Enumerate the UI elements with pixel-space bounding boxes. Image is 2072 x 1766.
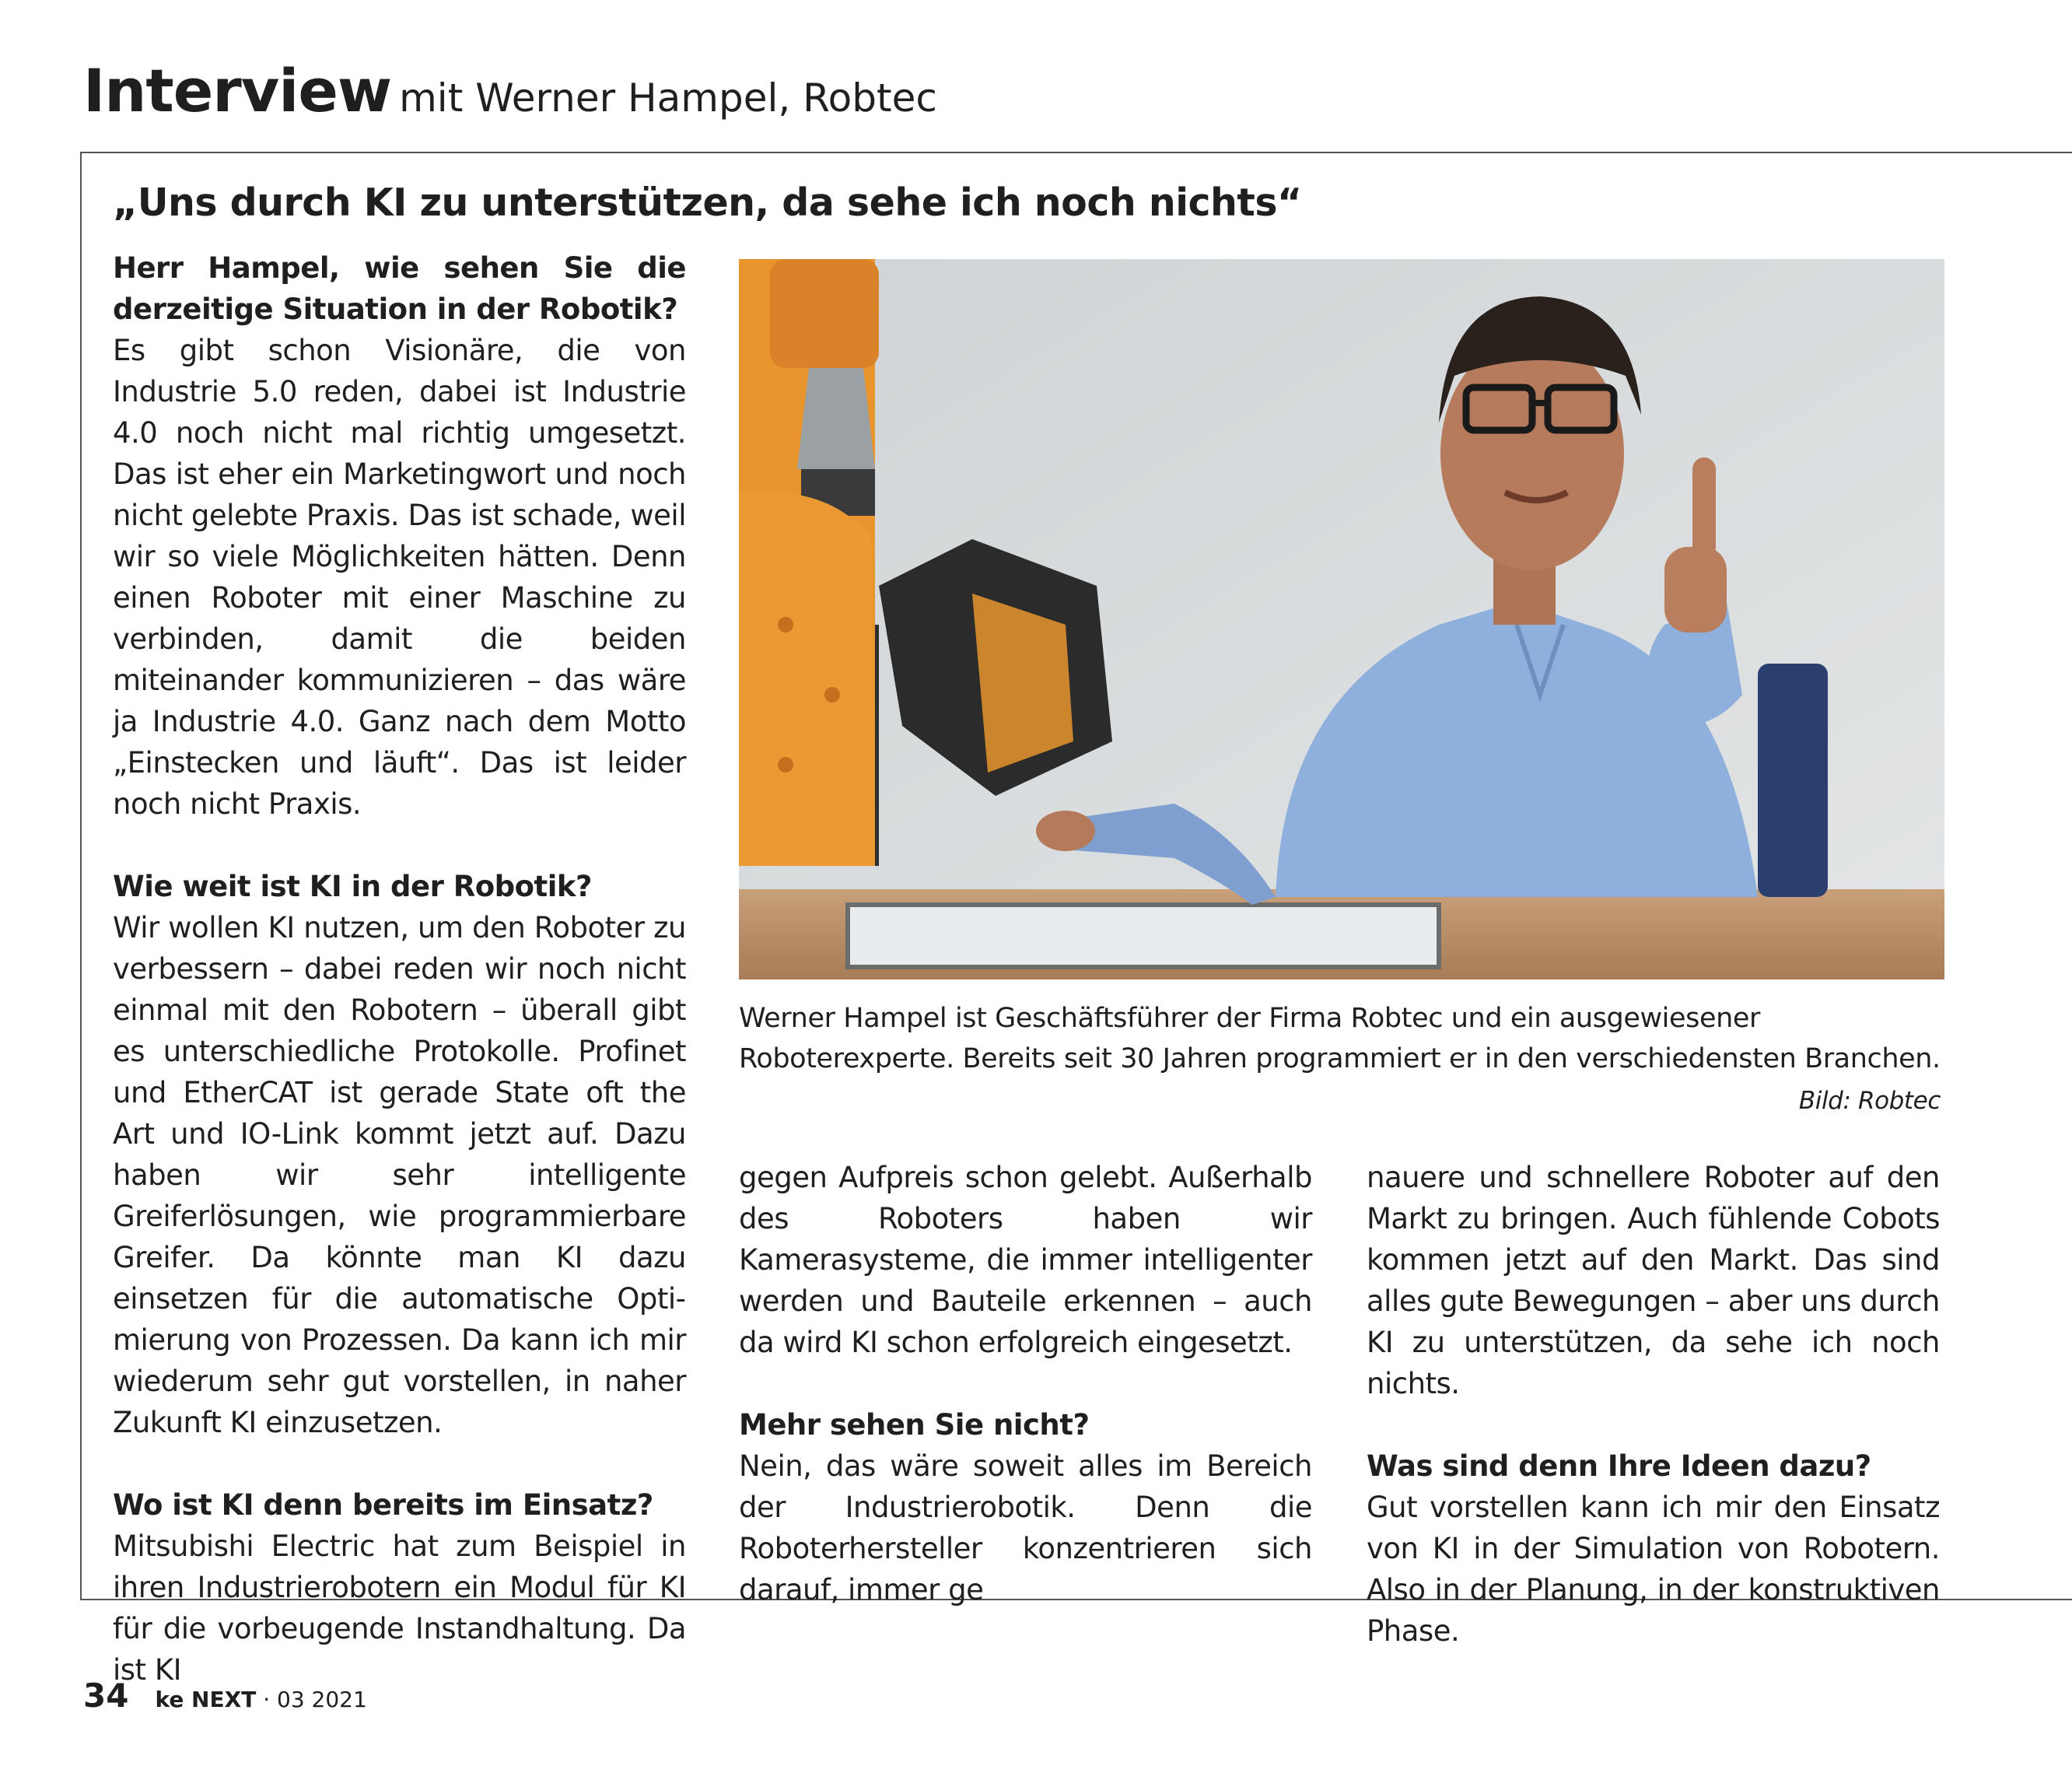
- text-column-2: [739, 1157, 1312, 1610]
- section-title: Interview: [83, 56, 392, 125]
- answer-5: Gut vorstellen kann ich mir den Einsatz von KI in der Simulation von Robotern. Also in der Planung, in der konstruktiven Phase.: [1367, 1491, 1940, 1648]
- caption-text: Werner Hampel ist Geschäftsführer der Firma Robtec und ein ausgewiesener Roboterexperte. Bereits seit 30 Jahren programmiert er in den verschiedensten Branchen.: [739, 1003, 1941, 1074]
- answer-3: Mitsubishi Electric hat zum Beispiel in ihren Industrierobotern ein Modul für KI für die vorbeugende Instandhaltung. Da ist KI: [113, 1529, 686, 1687]
- text-column-3: [1367, 1157, 1940, 1652]
- question-2: Wie weit ist KI in der Robotik?: [113, 870, 592, 903]
- interview-photo: [739, 259, 1944, 979]
- page-number: 34: [83, 1677, 129, 1715]
- question-4: Mehr sehen Sie nicht?: [739, 1408, 1090, 1442]
- text-column-1: [113, 247, 686, 1691]
- magazine-name: ke NEXT: [155, 1687, 257, 1712]
- answer-1: Es gibt schon Visionäre, die von Industrie 5.0 reden, dabei ist Industrie 4.0 noch nicht mal richtig umgesetzt. Das ist eher ein Marketingwort und noch nicht gelebte Praxis. Das ist schade, weil wir so viele Möglichkeiten hätten. Denn einen Roboter mit einer Maschine zu verbinden, damit die beiden miteinander kommunizieren – das wäre ja Industrie 4.0. Ganz nach dem Motto „Einstecken und läuft“. Das ist leider noch nicht Praxis.: [113, 334, 686, 821]
- question-5: Was sind denn Ihre Ideen dazu?: [1367, 1449, 1871, 1483]
- photo-illustration: [739, 259, 1944, 979]
- photo-credit: Bild: Robtec: [1798, 1087, 1941, 1115]
- page-footer: [83, 1677, 367, 1715]
- photo-caption: [739, 998, 1941, 1121]
- answer-4: Nein, das wäre soweit alles im Bereich der Industrierobotik. Denn die Roboterhersteller konzentrieren sich darauf, immer ge: [739, 1449, 1312, 1607]
- article-headline: „Uns durch KI zu unterstützen, da sehe ich noch nichts“: [113, 180, 1302, 225]
- question-3: Wo ist KI denn bereits im Einsatz?: [113, 1488, 653, 1522]
- answer-4-continued: nauere und schnellere Roboter auf den Markt zu bringen. Auch fühlende Cobots kommen jetzt auf den Markt. Das sind alles gute Bewegungen – aber uns durch KI zu unterstützen, da sehe ich noch nichts.: [1367, 1161, 1940, 1400]
- answer-3-continued: gegen Aufpreis schon gelebt. Außerhalb des Roboters haben wir Kamerasysteme, die immer intelligenter werden und Bauteile erkennen – auch da wird KI schon erfolgreich eingesetzt.: [739, 1161, 1312, 1359]
- page-header: [83, 56, 937, 125]
- question-1: Herr Hampel, wie sehen Sie die derzeitige Situation in der Robotik?: [113, 251, 686, 326]
- issue-date: · 03 2021: [256, 1687, 367, 1712]
- section-subtitle: mit Werner Hampel, Robtec: [399, 75, 937, 121]
- answer-2: Wir wollen KI nutzen, um den Roboter zu verbessern – dabei reden wir noch nicht einmal mit den Robotern – überall gibt es unterschiedliche Protokolle. Profinet und EtherCAT ist gerade State oft the Art und IO-Link kommt jetzt auf. Dazu haben wir sehr intelligente Greiferlösungen, wie programmierbare Greifer. Da könnte man KI dazu einsetzen für die automatische Optimierung von Prozessen. Da kann ich mir wiederum sehr gut vorstellen, in naher Zukunft KI einzusetzen.: [113, 911, 686, 1439]
